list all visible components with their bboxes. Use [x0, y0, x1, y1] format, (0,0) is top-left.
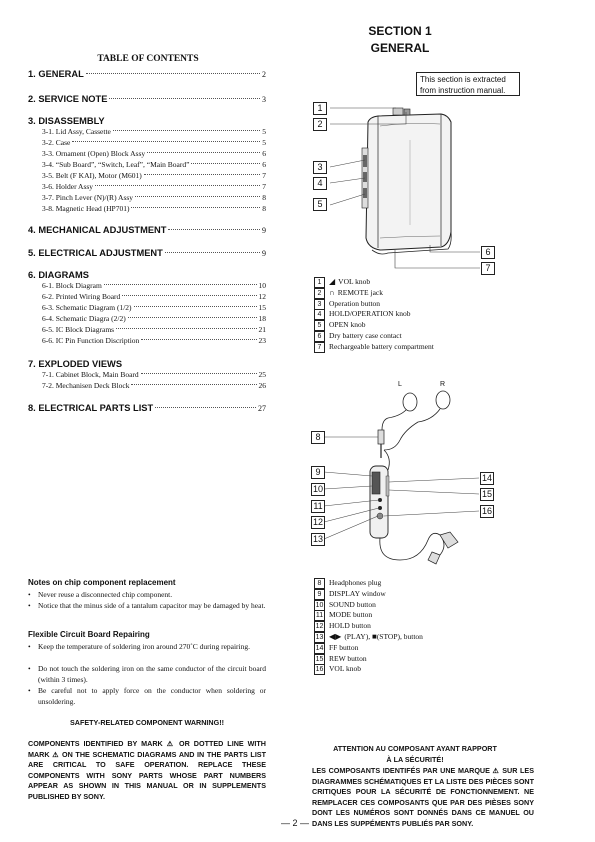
flex-note-3 [28, 686, 266, 708]
rewind-play-icon: ◀▶ [329, 632, 342, 641]
chip-note-1 [28, 590, 266, 600]
toc-subentry-label: 6-4. Schematic Diagra (2/2) [42, 314, 126, 323]
flex-note-text: Keep the temperature of soldering iron around 270˚C during repairing. [38, 642, 251, 651]
legend-number: 1 [314, 277, 325, 288]
ear-right-label: R [440, 381, 446, 388]
toc-entry-page: 3 [262, 95, 266, 104]
toc-subentry-label: 3-7. Pinch Lever (N)/(R) Assy [42, 193, 134, 202]
callout-1: 1 [313, 102, 327, 115]
flex-repair-title: Flexible Circuit Board Repairing [28, 630, 150, 639]
toc-subentry-page: 8 [262, 193, 266, 202]
toc-entry-page: 9 [262, 249, 266, 258]
legend-text: HOLD/OPERATION knob [329, 309, 411, 319]
legend-item [329, 654, 367, 663]
bullet: • [28, 590, 31, 599]
bullet: • [28, 664, 31, 673]
legend-number: 13 [315, 634, 324, 641]
legend-number: 16 [315, 666, 324, 674]
toc-subentry-page: 5 [262, 127, 266, 136]
legend-item [329, 600, 376, 609]
toc-entry-label: 5. ELECTRICAL ADJUSTMENT [28, 248, 163, 258]
toc-subentry-page: 8 [262, 204, 266, 213]
callout-13: 13 [312, 534, 323, 544]
chip-note-2 [28, 601, 266, 623]
toc-subentry-page: 7 [262, 182, 266, 191]
toc-subentry-page: 18 [258, 314, 266, 323]
legend-text: SOUND button [329, 599, 376, 609]
toc-subentry-page: 23 [258, 336, 266, 345]
toc-subentry-label: 3-6. Holder Assy [42, 182, 94, 191]
legend-number: 14 [315, 644, 324, 652]
legend-text: DISPLAY window [329, 588, 386, 598]
legend-number: 8 [314, 578, 325, 589]
extract-note-box: This section is extracted from instruction manual. [416, 72, 520, 96]
legend-number: 6 [314, 331, 325, 342]
chip-note-text: Notice that the minus side of a tantalum capacitor may be damaged by heat. [38, 601, 266, 610]
toc-subentry-page: 12 [258, 292, 266, 301]
headphones-icon: ∩ [329, 287, 335, 297]
legend-number: 11 [315, 612, 324, 620]
bullet: • [28, 601, 31, 610]
toc-subentry-label: 6-2. Printed Wiring Board [42, 292, 121, 301]
flex-note-text: Do not touch the soldering iron on the same conductor of the circuit board (within 3 times). [38, 664, 266, 684]
legend-item [329, 643, 358, 652]
toc-entry-page: 27 [258, 404, 266, 413]
toc-subentry-label: 3-1. Lid Assy, Cassette [42, 127, 111, 136]
legend-text: Headphones plug [329, 578, 382, 587]
callout-4: 4 [313, 177, 327, 190]
legend-number: 2 [314, 288, 325, 299]
legend-number: 12 [315, 623, 324, 631]
toc-section-disassembly[interactable]: 3. DISASSEMBLY [28, 116, 105, 126]
legend-item [329, 578, 381, 587]
section-number: SECTION 1 [368, 24, 432, 38]
toc-subentry-page: 6 [262, 149, 266, 158]
callout-3: 3 [313, 161, 327, 174]
legend-number: 5 [314, 320, 325, 331]
legend-text: MODE button [329, 610, 373, 620]
legend-text: (STOP), button [376, 632, 423, 641]
callout-14: 14 [481, 473, 492, 483]
toc-entry-label: 2. SERVICE NOTE [28, 94, 108, 104]
legend-text: OPEN knob [329, 320, 366, 330]
legend-number: 7 [314, 342, 325, 353]
toc-subentry-label: 3-3. Ornament (Open) Block Assy [42, 149, 146, 158]
legend-text: HOLD button [329, 621, 371, 631]
legend-text: (PLAY), [344, 632, 372, 641]
toc-section-exploded-views[interactable]: 7. EXPLODED VIEWS [28, 359, 123, 369]
volume-wedge-icon: ◢ [329, 277, 336, 286]
toc-section-diagrams[interactable]: 6. DIAGRAMS [28, 270, 89, 280]
toc-subentry-page: 15 [258, 303, 266, 312]
toc-entry-page: 2 [262, 70, 266, 79]
ear-left-label: L [398, 381, 402, 388]
warning-en-body: COMPONENTS IDENTIFIED BY MARK ⚠ OR DOTTED LINE WITH MARK ⚠ ON THE SCHEMATIC DIAGRAMS AND IN THE PARTS LIST ARE CRITICAL TO SAFE OPERATION. REPLACE THESE COMPONENTS WITH SONY PARTS WHOSE PART NUMBERS APPEAR AS SHOWN IN THIS MANUAL OR IN SUPPLEMENTS PUBLISHED BY SONY. [28, 739, 266, 801]
legend-item [329, 610, 372, 619]
bullet: • [28, 686, 31, 695]
legend-number: 9 [314, 589, 325, 600]
toc-subentry-page: 6 [262, 160, 266, 169]
toc-subentry-label: 6-3. Schematic Diagram (1/2) [42, 303, 132, 312]
legend-number: 15 [315, 655, 324, 663]
warning-fr-subtitle: À LA SÉCURITÉ! [386, 755, 444, 764]
warning-fr-title: ATTENTION AU COMPOSANT AYANT RAPPORT [333, 744, 497, 753]
toc-subentry-label: 6-5. IC Block Diagrams [42, 325, 115, 334]
legend-number: 10 [315, 601, 324, 609]
legend-text: Operation button [329, 298, 381, 308]
toc-subentry-label: 3-5. Belt (F KAI), Motor (M601) [42, 171, 142, 180]
legend-item [329, 589, 386, 598]
toc-entry-label: 1. GENERAL [28, 69, 84, 79]
toc-subentry-label: 6-6. IC Pin Function Discription [42, 336, 140, 345]
legend-text: REMOTE jack [337, 287, 383, 297]
warning-fr-body: LES COMPOSANTS IDENTIFÉS PAR UNE MARQUE ⚠ SUR LES DIAGRAMMES SCHÉMATIQUES ET LA LISTE DES PIÈCES SONT CRITIQUES POUR LA SÉCURITÉ DE FONCTIONNEMENT. NE REMPLACER CES COMPOSANTS QUE PAR DES PIÈSES SONY DONT LES NUMÉROS SONT DONNÉS DANS CE MANUEL OU DANS LES SUPPÉMENTS PUBLIÉS PAR SONY. [312, 766, 534, 828]
warning-en-title: SAFETY-RELATED COMPONENT WARNING!! [70, 718, 224, 727]
legend-text: VOL knob [338, 277, 371, 286]
stop-icon: ■ [371, 632, 377, 641]
toc-subentry-label: 3-2. Case [42, 138, 71, 147]
callout-9: 9 [311, 466, 325, 479]
callout-5: 5 [313, 198, 327, 211]
legend-text: Rechargeable battery compartment [329, 341, 434, 351]
toc-subentry-page: 5 [262, 138, 266, 147]
toc-entry-page: 9 [262, 226, 266, 235]
toc-subentry-label: 3-8. Magnetic Head (HP701) [42, 204, 130, 213]
legend-number: 4 [314, 309, 325, 320]
legend-text: VOL knob [329, 664, 362, 674]
legend-item [329, 664, 361, 673]
callout-10: 10 [312, 484, 323, 494]
toc-title: TABLE OF CONTENTS [97, 54, 199, 64]
toc-subentry-page: 26 [258, 381, 266, 390]
callout-11: 11 [311, 500, 325, 513]
toc-subentry-label: 7-1. Cabinet Block, Main Board [42, 370, 139, 379]
toc-entry-label: 4. MECHANICAL ADJUSTMENT [28, 225, 167, 235]
legend-item [329, 632, 423, 641]
flex-note-text: Be careful not to apply force on the conductor when soldering or unsoldering. [38, 686, 266, 706]
flex-note-1 [28, 642, 266, 664]
chip-notes-title: Notes on chip component replacement [28, 578, 176, 587]
legend-text: FF button [329, 642, 359, 652]
toc-subentry-page: 7 [262, 171, 266, 180]
callout-7: 7 [481, 262, 495, 275]
toc-subentry-page: 21 [258, 325, 266, 334]
toc-subentry-page: 10 [258, 281, 266, 290]
callout-12: 12 [312, 517, 323, 527]
callout-16: 16 [481, 506, 492, 516]
toc-subentry-label: 7-2. Mechanisen Deck Block [42, 381, 130, 390]
callout-6: 6 [481, 246, 495, 259]
toc-entry-label: 8. ELECTRICAL PARTS LIST [28, 403, 154, 413]
callout-2: 2 [313, 118, 327, 131]
legend-text: REW button [329, 653, 367, 663]
bullet: • [28, 642, 31, 651]
flex-note-2 [28, 664, 266, 686]
legend-text: Dry battery case contact [329, 331, 402, 340]
callout-8: 8 [311, 431, 325, 444]
toc-subentry-page: 25 [258, 370, 266, 379]
chip-note-text: Never reuse a disconnected chip component. [38, 590, 173, 599]
legend-item [329, 621, 371, 630]
legend-number: 3 [314, 299, 325, 310]
toc-subentry-label: 3-4. “Sub Board”, “Switch, Leaf”, “Main Board” [42, 160, 190, 169]
page-number: — 2 — [280, 818, 309, 828]
section-title: GENERAL [370, 41, 430, 55]
callout-15: 15 [481, 489, 492, 499]
toc-subentry-label: 6-1. Block Diagram [42, 281, 102, 290]
